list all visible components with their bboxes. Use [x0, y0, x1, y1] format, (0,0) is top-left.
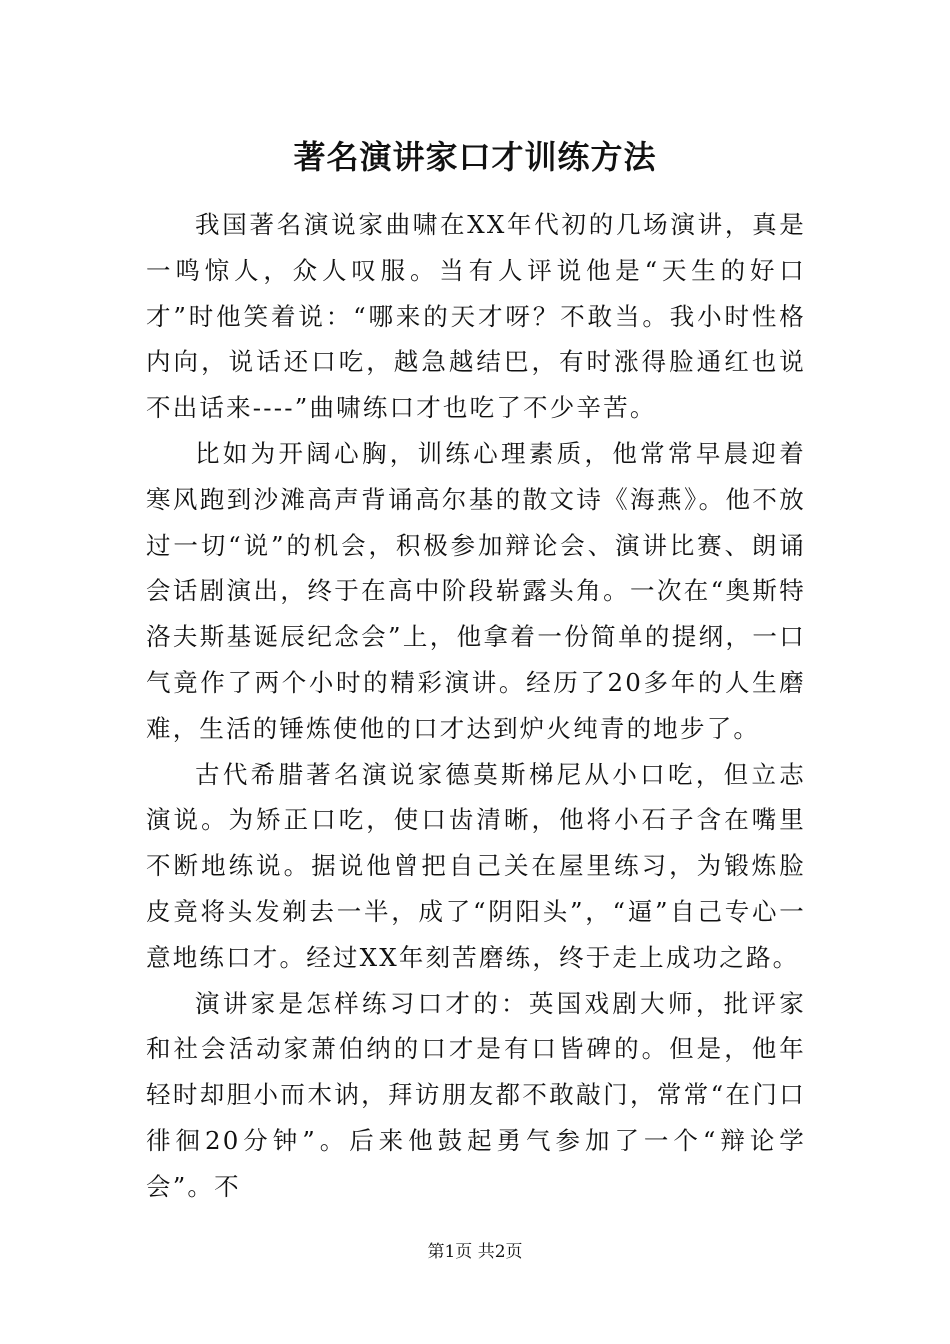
- paragraph-3: 古代希腊著名演说家德莫斯梯尼从小口吃，但立志演说。为矫正口吃，使口齿清晰，他将小石子含在嘴里不断地练说。据说他曾把自己关在屋里练习，为锻炼脸皮竟将头发剃去一半，成了“阴阳头”，“逼”自己专心一意地练口才。经过XX年刻苦磨练，终于走上成功之路。: [146, 759, 806, 972]
- paragraph-4: 演讲家是怎样练习口才的：英国戏剧大师，批评家和社会活动家萧伯纳的口才是有口皆碑的。但是，他年轻时却胆小而木讷，拜访朋友都不敢敲门，常常“在门口徘徊20分钟”。后来他鼓起勇气参加了一个“辩论学会”。不: [146, 988, 806, 1201]
- document-body: [146, 202, 806, 1210]
- paragraph-1: 我国著名演说家曲啸在XX年代初的几场演讲，真是一鸣惊人，众人叹服。当有人评说他是“天生的好口才”时他笑着说：“哪来的天才呀？不敢当。我小时性格内向，说话还口吃，越急越结巴，有时涨得脸通红也说不出话来----”曲啸练口才也吃了不少辛苦。: [146, 210, 806, 423]
- paragraph-2: 比如为开阔心胸，训练心理素质，他常常早晨迎着寒风跑到沙滩高声背诵高尔基的散文诗《海燕》。他不放过一切“说”的机会，积极参加辩论会、演讲比赛、朗诵会话剧演出，终于在高中阶段崭露头角。一次在“奥斯特洛夫斯基诞辰纪念会”上，他拿着一份简单的提纲，一口气竟作了两个小时的精彩演讲。经历了20多年的人生磨难，生活的锤炼使他的口才达到炉火纯青的地步了。: [146, 438, 806, 743]
- document-title: 著名演讲家口才训练方法: [293, 138, 657, 176]
- page-number-footer: 第1页 共2页: [427, 1242, 523, 1262]
